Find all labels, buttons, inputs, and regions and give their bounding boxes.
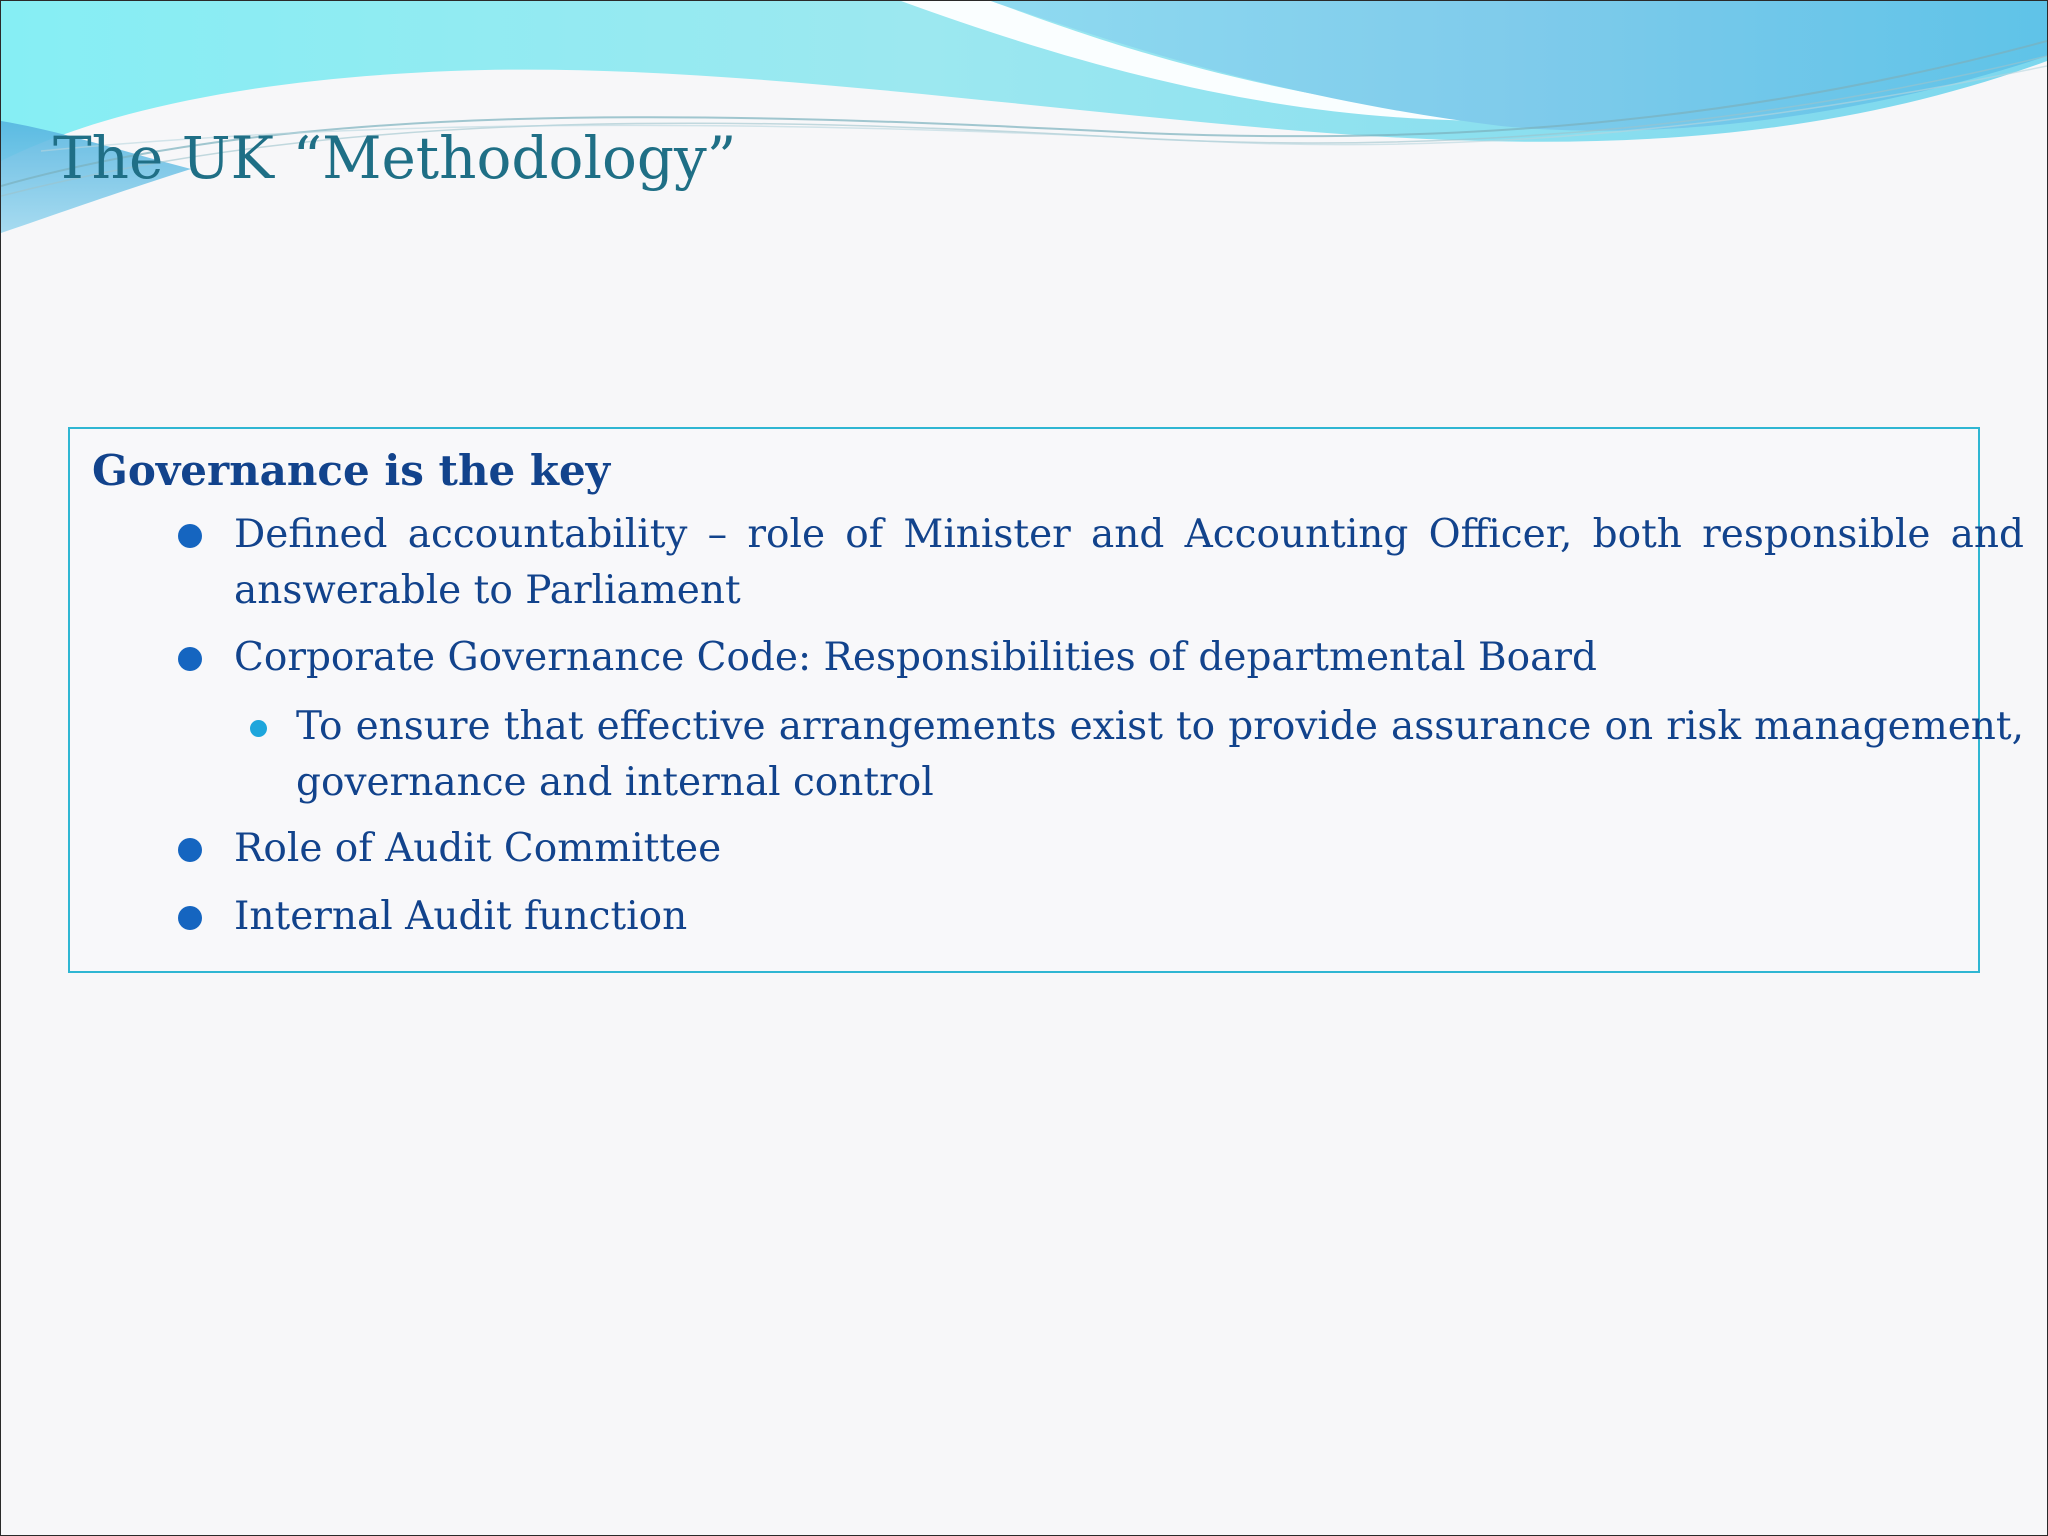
list-item (234, 821, 2024, 877)
list-item-text: Role of Audit Committee (234, 826, 722, 871)
list-item-text: Corporate Governance Code: Responsibilities of departmental Board (234, 635, 1597, 680)
list-item-text: To ensure that effective arrangements exist to provide assurance on risk management, governance and internal control (296, 704, 2024, 805)
list-item (234, 507, 2024, 619)
sub-bullet-icon (250, 720, 267, 737)
bullet-icon (178, 647, 202, 671)
bullet-icon (178, 906, 202, 930)
list-item (234, 630, 2024, 686)
box-heading: Governance is the key (92, 446, 611, 495)
list-item-text: Internal Audit function (234, 894, 688, 939)
bullet-icon (178, 838, 202, 862)
bullet-icon (178, 524, 202, 548)
slide-title: The UK “Methodology” (53, 124, 737, 192)
list-item (234, 889, 2024, 945)
governance-content-box (68, 427, 2024, 973)
list-item (296, 699, 2024, 811)
list-item-text: Defined accountability – role of Minister and Accounting Officer, both responsible and answerable to Parliament (234, 512, 2024, 613)
